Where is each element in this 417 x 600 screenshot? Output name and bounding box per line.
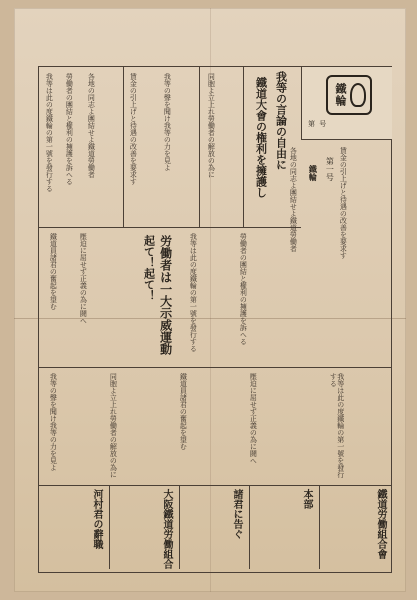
bottom-article [319, 485, 391, 569]
article-column: 各地の同志よ團結せよ鐵道勞働者 [289, 147, 298, 252]
tagline-secondary: 第一号 [325, 157, 335, 181]
article-column: 各地の同志よ團結せよ鐵道勞働者 [87, 73, 96, 178]
article-column: 同胞よ立上れ勞働者の解放の為に [207, 73, 216, 178]
article-column: 同胞よ立上れ勞働者の解放の為に [109, 373, 118, 478]
bottom-title: 本部 [301, 489, 312, 509]
divider-rule [39, 227, 301, 228]
bottom-article [39, 485, 110, 569]
article-column: 壓迫に屈せず正義の為に鬪へ [249, 373, 258, 464]
divider-rule [39, 367, 391, 368]
issue-line: 第 号 [308, 120, 328, 128]
article-column: 我等は此の度鐵輪の第一號を發行する [189, 233, 198, 352]
article-column: 賃金の引上げと待遇の改善を要求す [129, 73, 138, 185]
bottom-article [109, 485, 180, 569]
masthead [301, 67, 392, 140]
fist-icon [350, 83, 366, 107]
bottom-article [179, 485, 250, 569]
article-column: 壓迫に屈せず正義の為に鬪へ [79, 233, 88, 324]
article-column: 鐵道員諸君の奮起を望む [49, 233, 58, 310]
article-column: 賃金の引上げと待遇の改善を要求す [339, 147, 348, 259]
divider-rule [243, 67, 244, 227]
divider-rule [199, 67, 200, 227]
article-column: 鐵道員諸君の奮起を望む [179, 373, 188, 450]
emblem-icon [326, 75, 372, 115]
article-column: 勞働者の團結と權利の擁護を訴へる [239, 233, 248, 345]
article-column: 我等の聲を聞け我等の力を見よ [49, 373, 58, 471]
bottom-title: 河村君の辭職 [91, 489, 102, 549]
headline-rise: 起て！起て！ [142, 235, 156, 301]
print-area [38, 66, 392, 573]
bottom-title: 大阪鐵道労働組合 [161, 489, 172, 569]
bottom-article [249, 485, 320, 569]
headline-main: 我等の言論の自由に [274, 71, 288, 170]
article-column: 我等は此の度鐵輪の第一號を發行する [45, 73, 54, 192]
headline-sub: 鐵道大會の権利を擁護し [254, 77, 268, 198]
tagline: 鐵輪 [308, 165, 319, 181]
bottom-title: 諸君に告ぐ [231, 489, 242, 539]
article-column: 我等は此の度鐵輪の第一號を發行する [329, 373, 345, 478]
emblem-text: 鐵輪 [334, 83, 347, 107]
article-column: 勞働者の團結と權利の擁護を訴へる [65, 73, 74, 185]
bottom-title: 鐵道労働組合會 [375, 489, 386, 559]
divider-rule [123, 67, 124, 227]
headline-labor: 労働者は一大示威運動 [158, 235, 173, 355]
article-column: 我等の聲を聞け我等の力を見よ [163, 73, 172, 171]
